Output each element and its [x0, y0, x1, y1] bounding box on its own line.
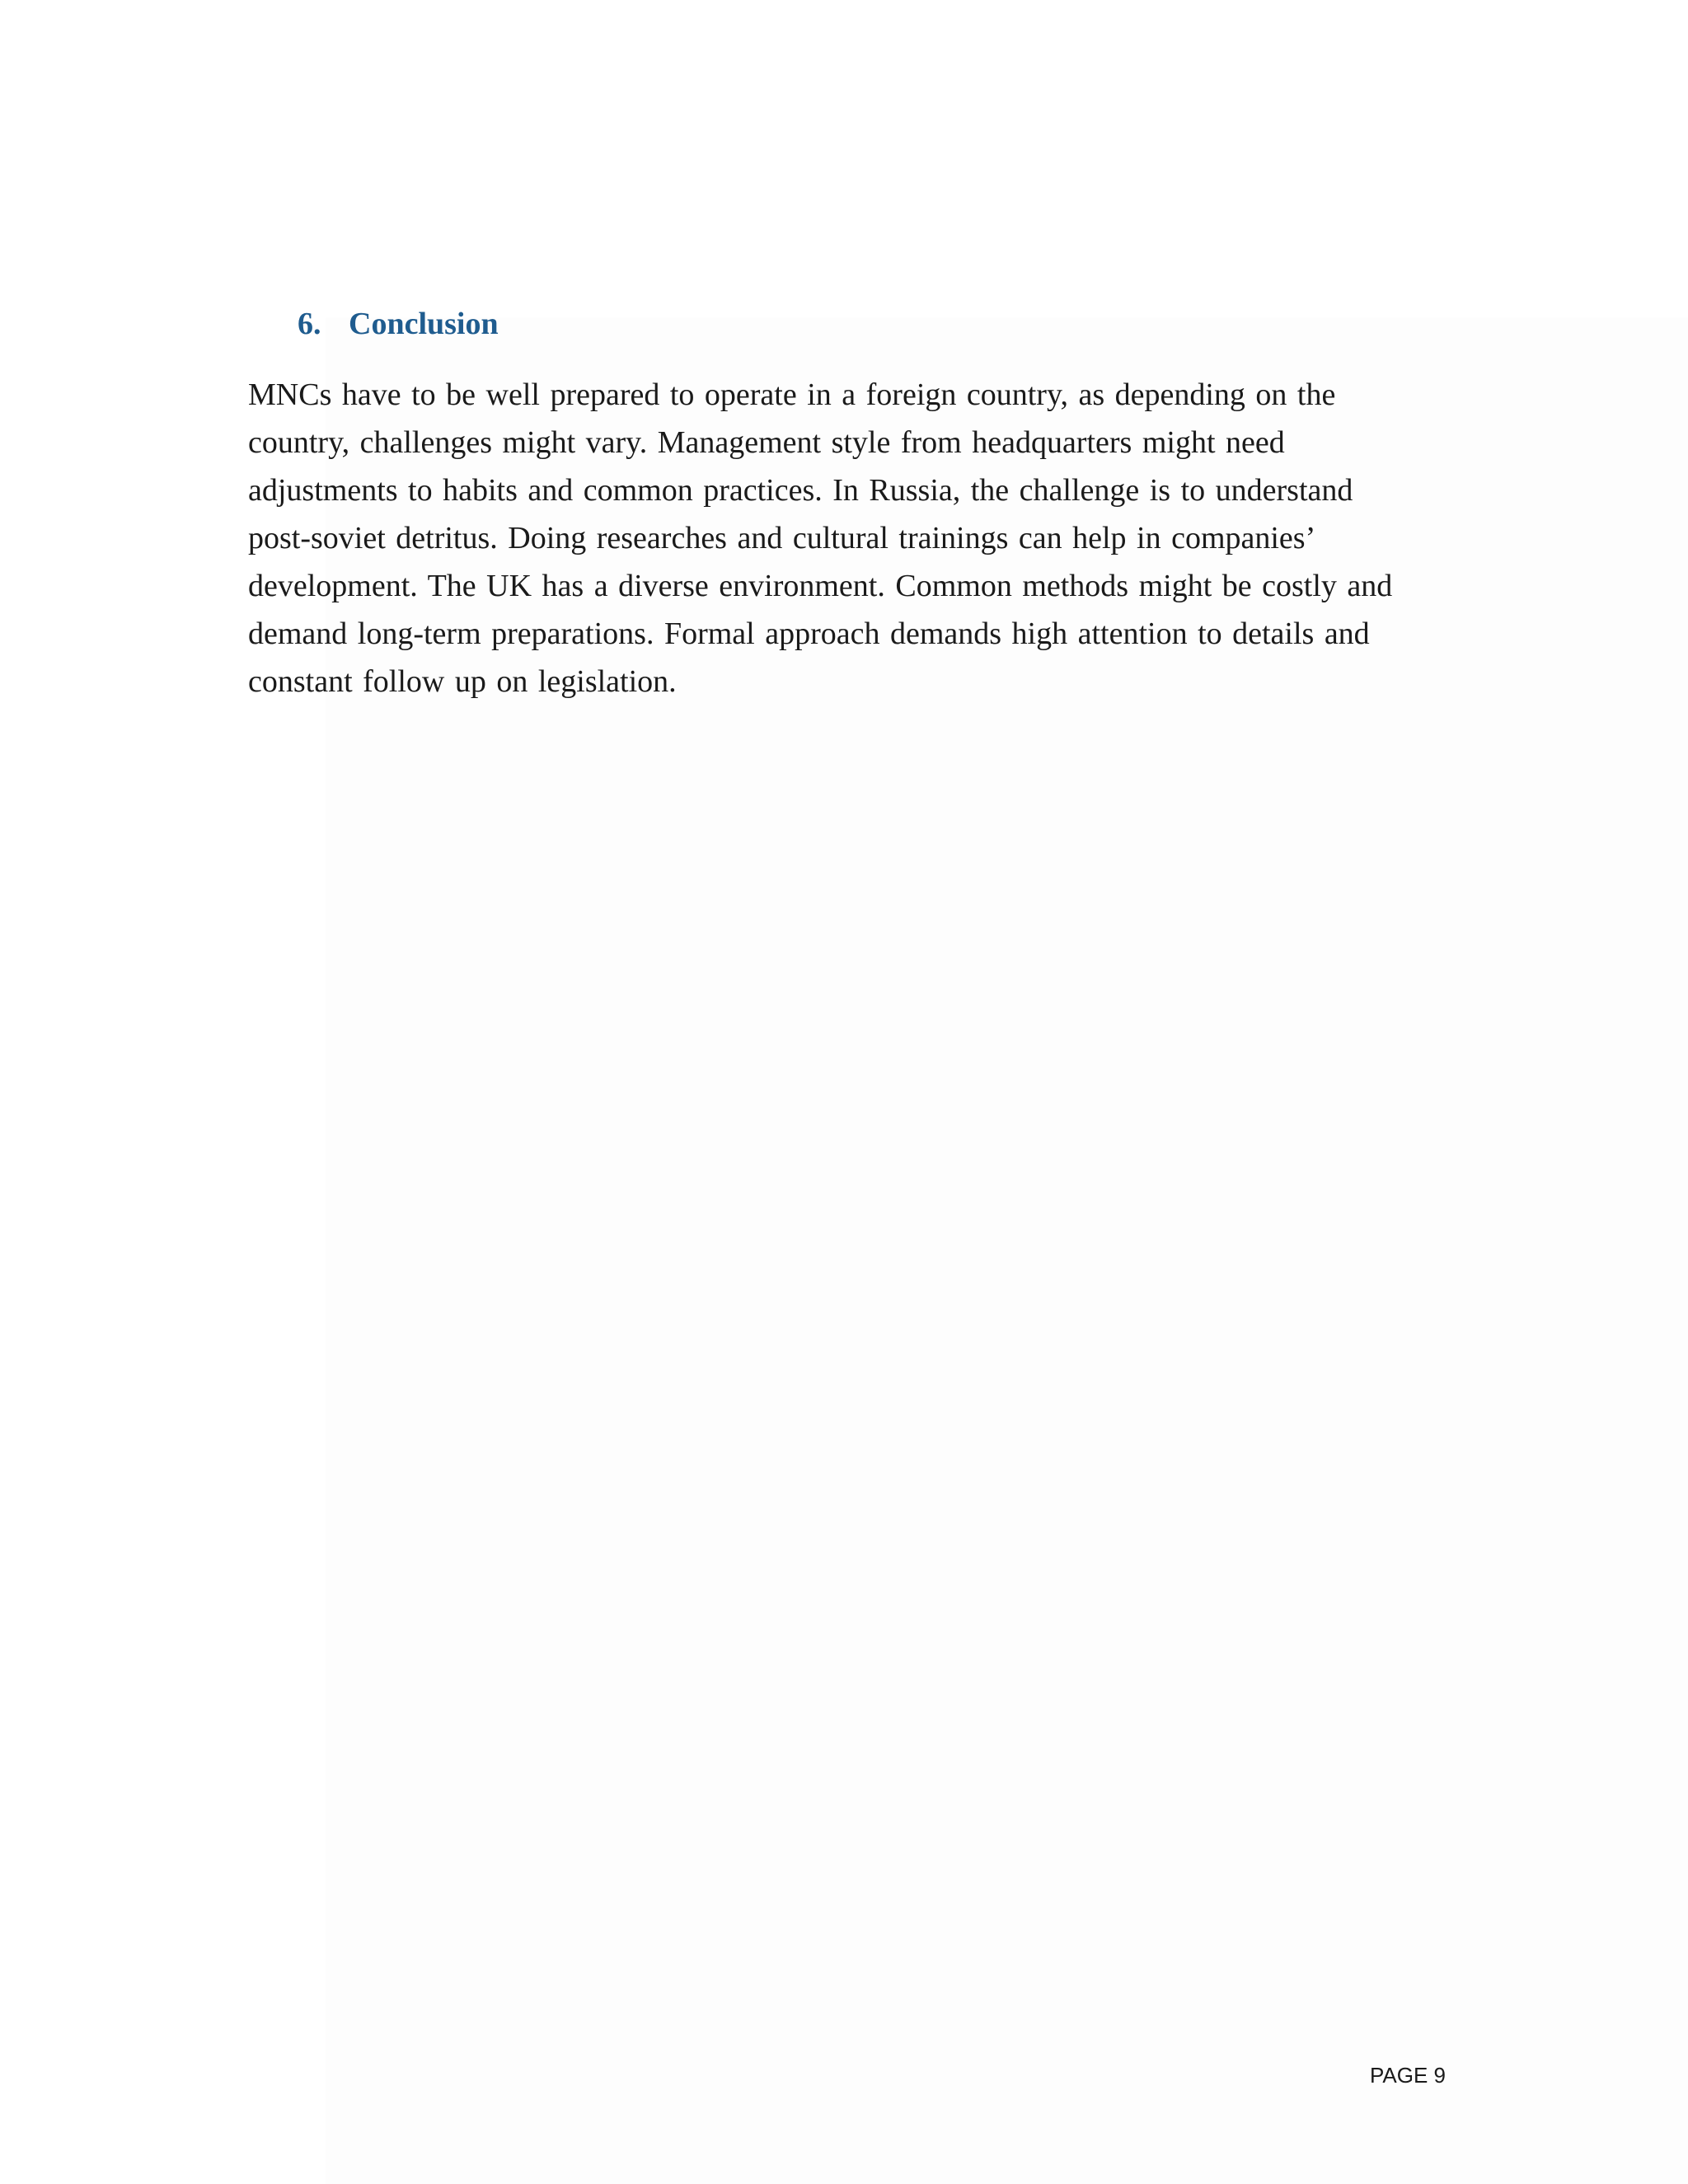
section-number: 6.: [298, 307, 321, 341]
conclusion-paragraph: [248, 371, 1443, 705]
paragraph-line: MNCs have to be well prepared to operate in a foreign country, as depending on the: [248, 377, 1336, 412]
paragraph-line: constant follow up on legislation.: [248, 664, 677, 699]
paragraph-line: development. The UK has a diverse environment. Common methods might be costly and: [248, 569, 1393, 603]
paragraph-line: country, challenges might vary. Management style from headquarters might need: [248, 425, 1285, 460]
paragraph-line: adjustments to habits and common practices. In Russia, the challenge is to understand: [248, 473, 1353, 508]
section-title: Conclusion: [349, 307, 499, 341]
paragraph-line: post-soviet detritus. Doing researches and cultural trainings can help in companies’: [248, 521, 1316, 555]
section-heading: [298, 302, 499, 346]
paragraph-line: demand long-term preparations. Formal approach demands high attention to details and: [248, 616, 1370, 651]
page-number: PAGE 9: [1370, 2063, 1447, 2088]
